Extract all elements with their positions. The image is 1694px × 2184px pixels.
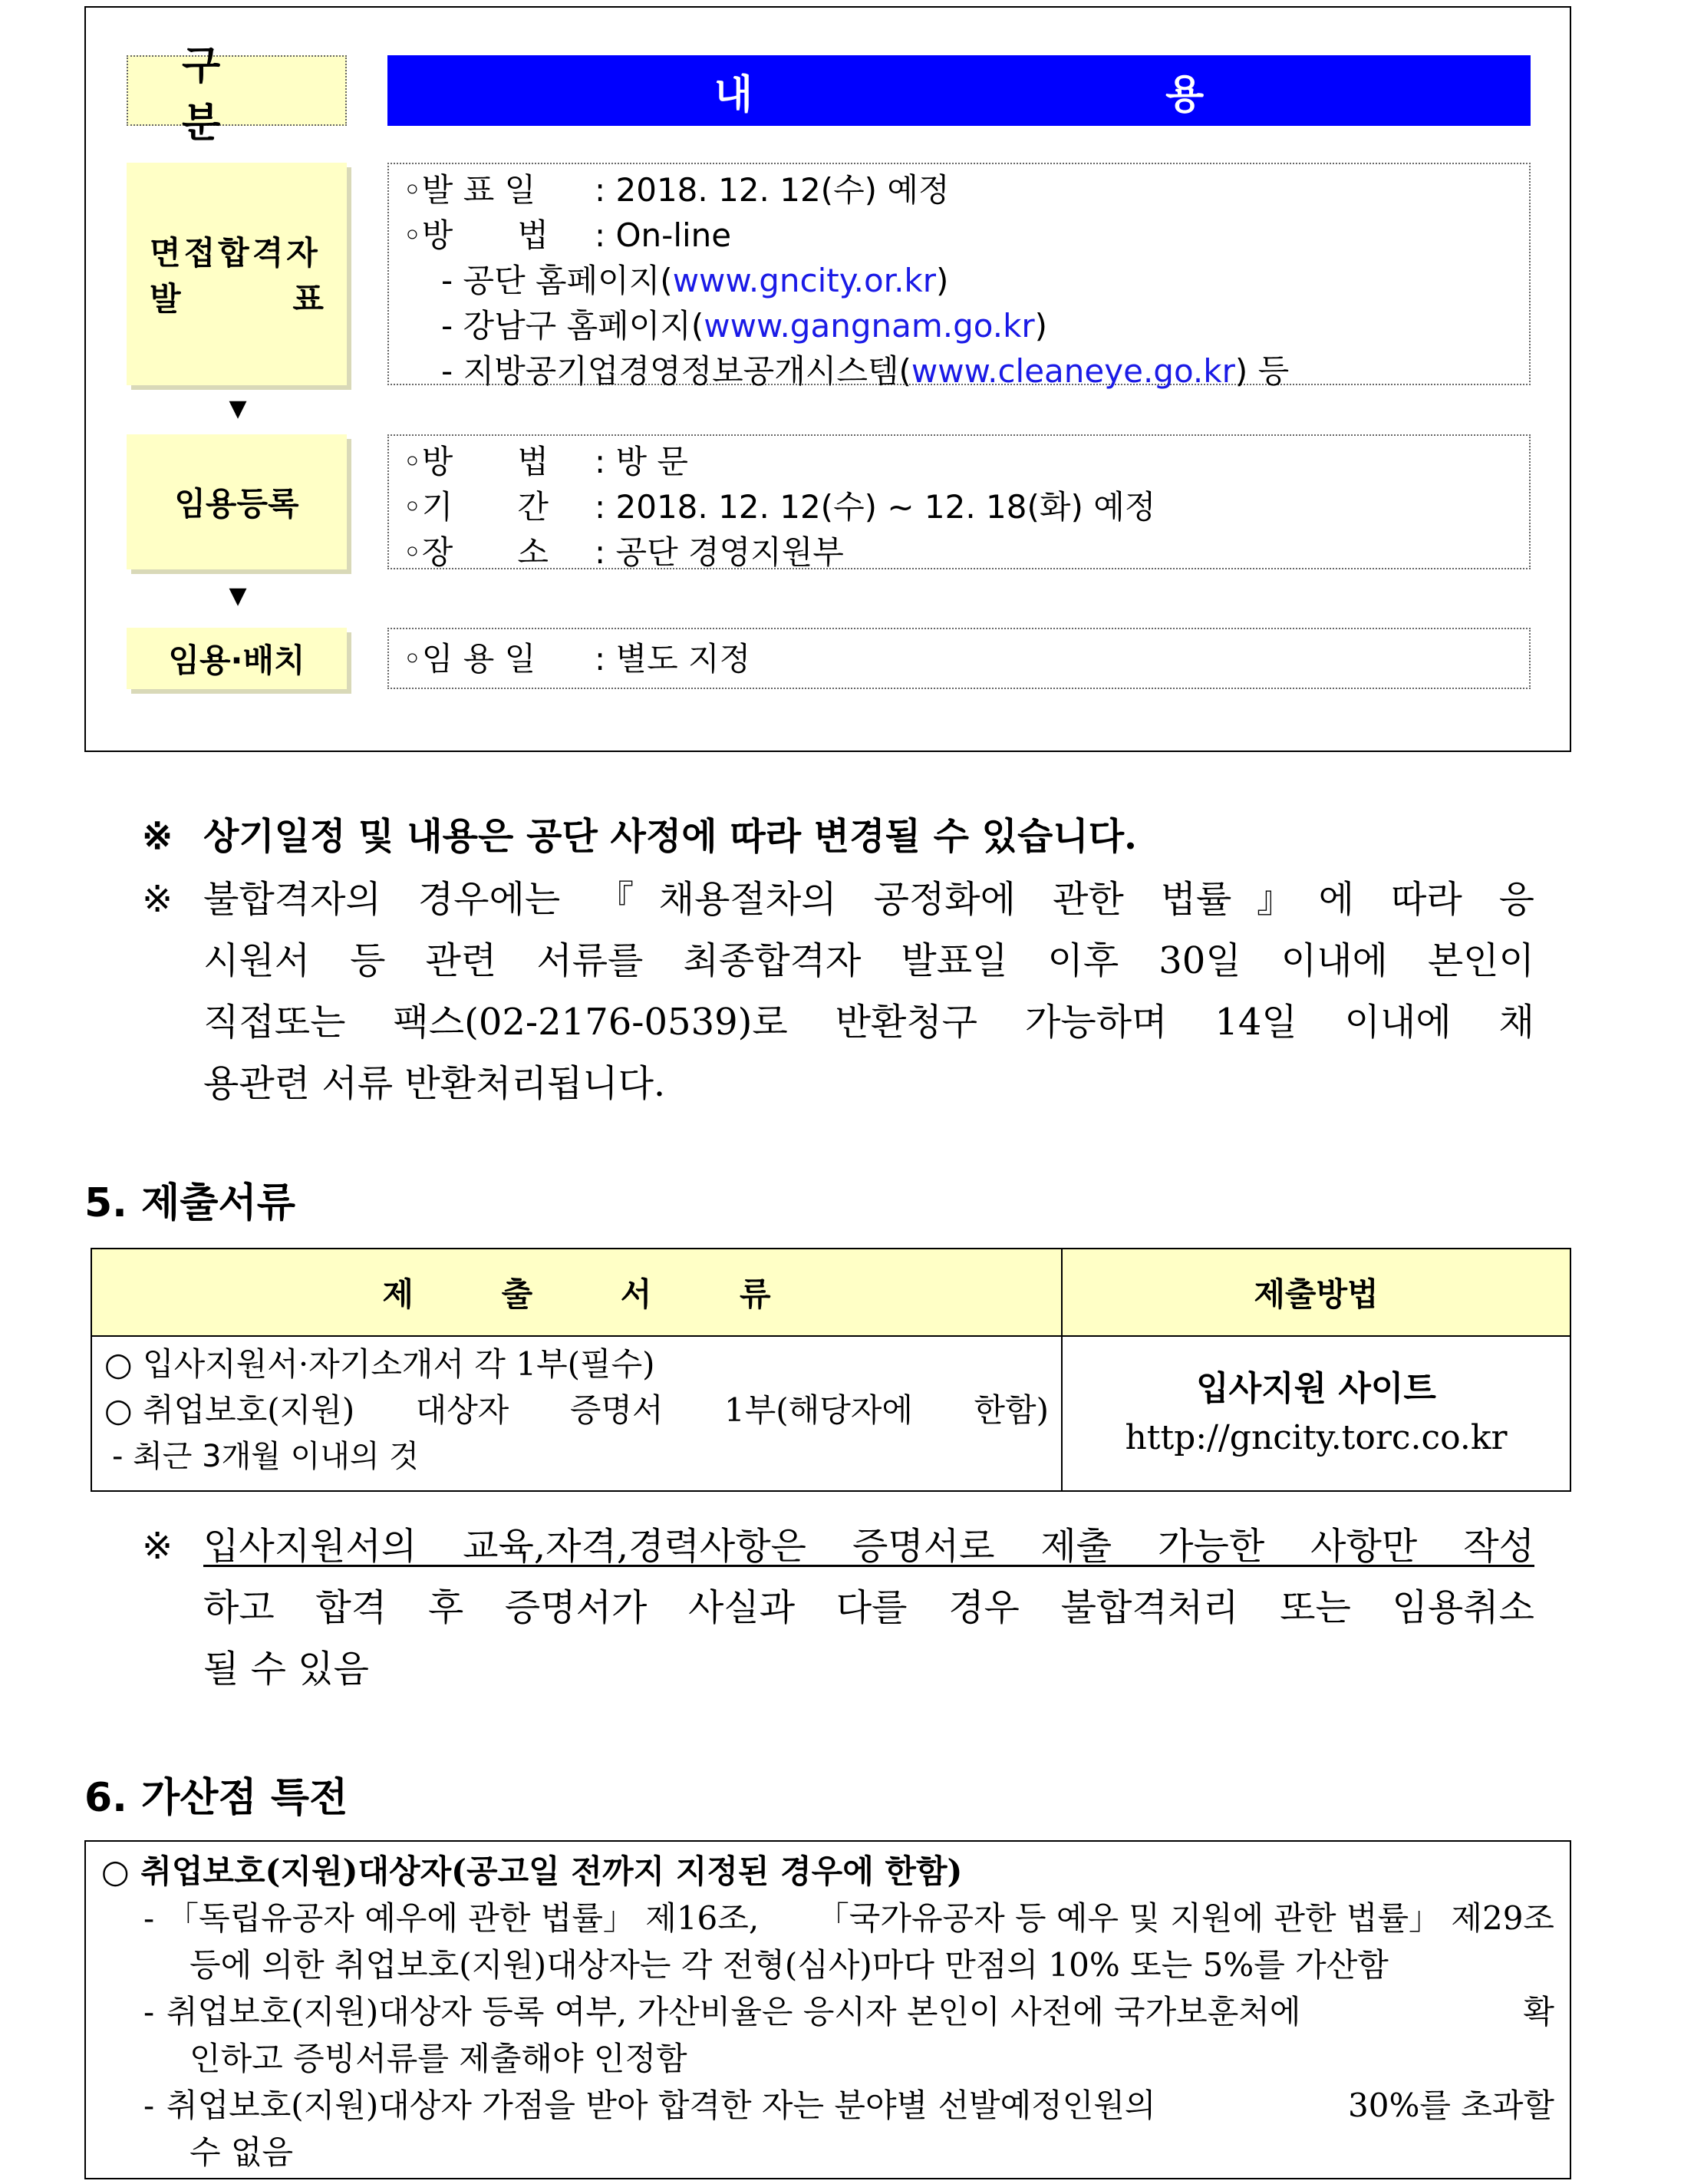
registration-period-row: ◦기 간 : 2018. 12. 12(수) ~ 12. 18(화) 예정 [403, 488, 1156, 526]
section-title-bonus: 6. 가산점 특전 [84, 1775, 348, 1821]
table-cell-documents [92, 1337, 1063, 1490]
registration-method-row: ◦방 법 : 방 문 [403, 443, 688, 480]
method-url-link[interactable]: http://gncity.torc.co.kr [1125, 1418, 1508, 1457]
bonus-item: - 「독립유공자 예우에 관한 법률」 제16조, 「국가유공자 등 예우 및 지원에 관한 법률」 제29조 등에 의한 취업보호(지원)대상자는 각 전형(심사)마다 만점의 10% 또는 5%를 가산함 [143, 1899, 1554, 1984]
document-item-note: - 최근 3개월 이내의 것 [112, 1439, 419, 1474]
link-gangnam[interactable]: www.gangnam.go.kr [704, 307, 1035, 345]
arrow-down-icon: ▼ [229, 582, 247, 609]
sub-item-gncity: - 공단 홈페이지(www.gncity.or.kr) [441, 262, 949, 299]
bonus-points-box [84, 1840, 1571, 2179]
reference-mark-icon: ※ [142, 815, 173, 858]
reference-mark-icon: ※ [142, 1525, 173, 1568]
placement-date-row: ◦임 용 일 : 별도 지정 [403, 639, 751, 678]
sub-item-gangnam: - 강남구 홈페이지(www.gangnam.go.kr) [441, 307, 1048, 345]
stage-label-line2: 발 표 [150, 280, 324, 318]
sub-item-cleaneye: - 지방공기업경영정보공개시스템(www.cleaneye.go.kr) 등 [441, 352, 1290, 390]
stage-content-announcement [387, 163, 1531, 390]
table-cell-method [1063, 1337, 1570, 1490]
stage-label-line1: 면접합격자 [150, 234, 321, 272]
arrow-down-icon: ▼ [229, 395, 247, 422]
header-content: 내 용 [387, 55, 1531, 126]
documents-table [91, 1248, 1571, 1492]
stage-content-registration [387, 434, 1531, 569]
document-item-certificate: ○ 취업보호(지원) 대상자 증명서 1부(해당자에 한함) [104, 1391, 1049, 1429]
underlined-warning: 입사지원서의 교육,자격,경력사항은 증명서로 제출 가능한 사항만 작성 [203, 1525, 1534, 1568]
stage-content-placement [387, 628, 1531, 689]
bonus-item: - 취업보호(지원)대상자 가점을 받아 합격한 자는 분야별 선발예정인원의 30%를 초과할 수 없음 [143, 2087, 1554, 2171]
link-gncity[interactable]: www.gncity.or.kr [672, 262, 937, 299]
table-header-method: 제출방법 [1063, 1249, 1570, 1337]
table-header-documents: 제 출 서 류 [92, 1249, 1063, 1337]
stage-interview-announcement [127, 163, 347, 385]
method-title: 입사지원 사이트 [1196, 1369, 1436, 1408]
reference-mark-icon: ※ [142, 878, 173, 921]
note-certificate-warning: ※ 입사지원서의 교육,자격,경력사항은 증명서로 제출 가능한 사항만 작성 하고 합격 후 증명서가 사실과 다를 경우 불합격처리 또는 임용취소 될 수 있음 [142, 1516, 1534, 1700]
stage-placement: 임용·배치 [127, 628, 347, 689]
link-cleaneye[interactable]: www.cleaneye.go.kr [911, 352, 1235, 390]
announce-method-row: ◦방 법 : On-line [403, 216, 732, 254]
stage-registration: 임용등록 [127, 434, 347, 569]
header-category: 구 분 [127, 55, 347, 126]
section-title-documents: 5. 제출서류 [84, 1180, 295, 1226]
note-document-return: ※ 불합격자의 경우에는 『채용절차의 공정화에 관한 법률』에 따라 응 시원서 등 관련 서류를 최종합격자 발표일 이후 30일 이내에 본인이 직접또는 팩스(02-2176-0539)로 반환청구 가능하며 14일 이내에 채 용관련 서류 반환처리됩니다. [142, 869, 1534, 1114]
bonus-heading: ○ 취업보호(지원)대상자(공고일 전까지 지정된 경우에 한함) [101, 1852, 963, 1890]
document-item-application: ○ 입사지원서·자기소개서 각 1부(필수) [104, 1345, 655, 1383]
bonus-item: - 취업보호(지원)대상자 등록 여부, 가산비율은 응시자 본인이 사전에 국가보훈처에 확 인하고 증빙서류를 제출해야 인정함 [143, 1993, 1554, 2077]
note-schedule-change: ※ 상기일정 및 내용은 공단 사정에 따라 변경될 수 있습니다. [142, 812, 1534, 861]
registration-place-row: ◦장 소 : 공단 경영지원부 [403, 533, 844, 571]
announce-date-row: ◦발 표 일 : 2018. 12. 12(수) 예정 [403, 171, 950, 209]
